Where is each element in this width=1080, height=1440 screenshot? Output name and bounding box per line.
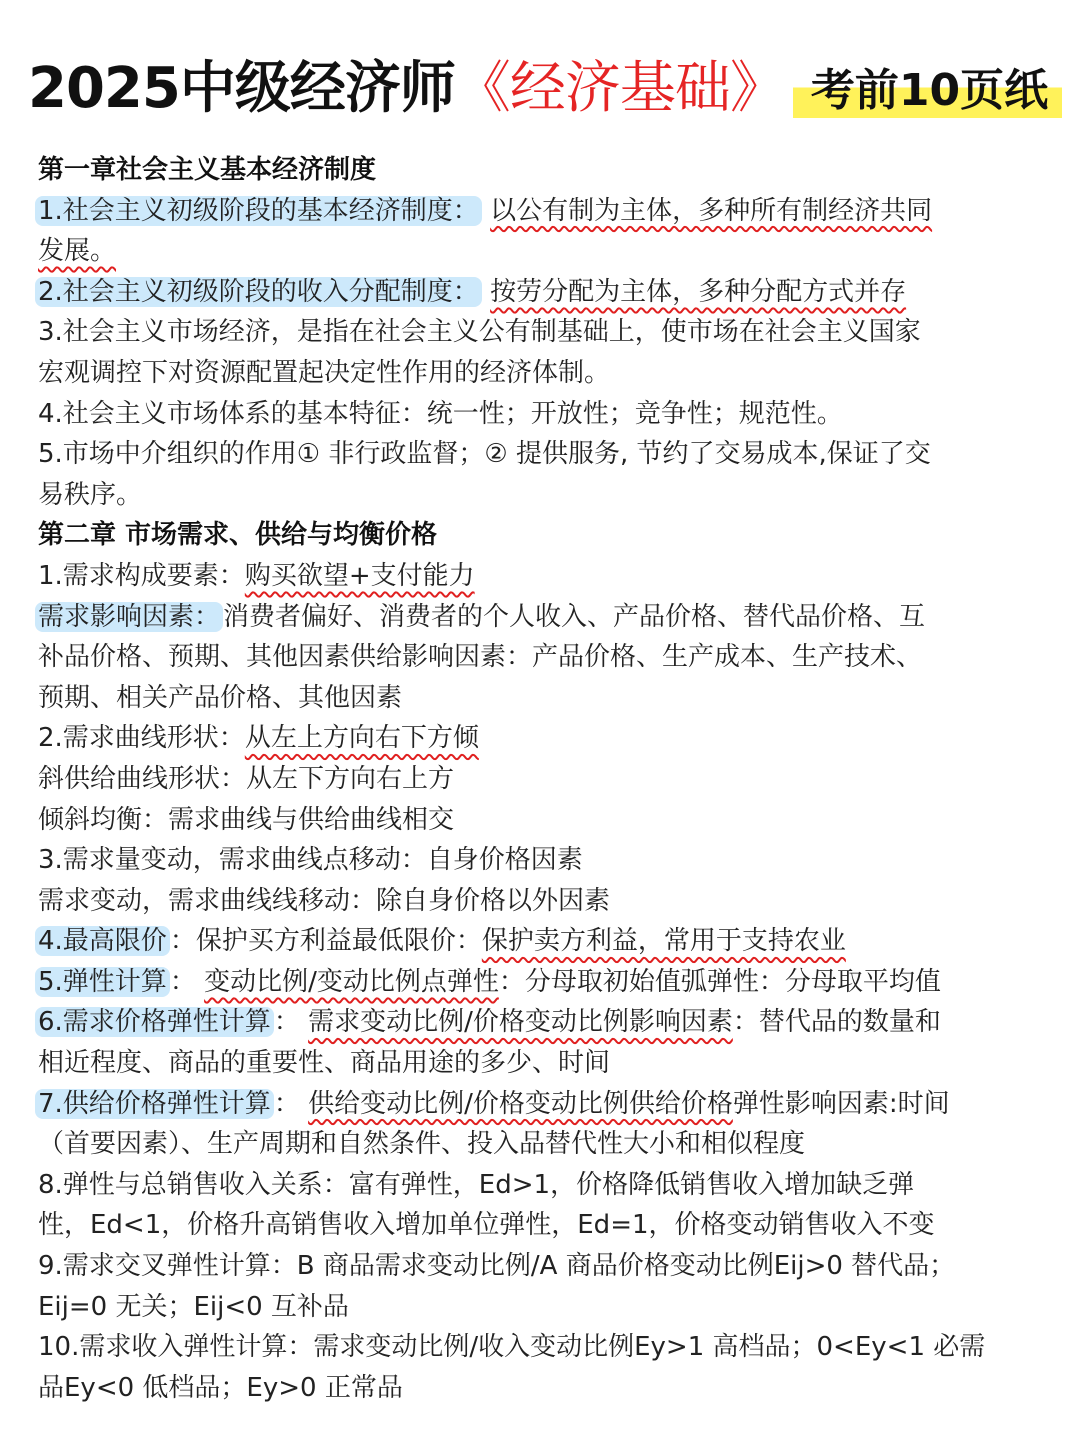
underlined-answer: 从左上方向右下方倾 xyxy=(244,723,479,754)
note-text: 倾斜均衡：需求曲线与供给曲线相交 xyxy=(38,804,455,835)
note-line xyxy=(38,759,1048,800)
note-text: 4.社会主义市场体系的基本特征：统一性；开放性；竞争性；规范性。 xyxy=(38,398,843,429)
title-tag: 考前10页纸 xyxy=(793,54,1062,118)
note-text: 弹性影响因素:时间 xyxy=(732,1088,950,1119)
title-book: 《经济基础》 xyxy=(454,56,785,121)
note-text: ：保护买方利益最低限价： xyxy=(169,926,482,957)
note-text: （首要因素）、生产周期和自然条件、投入品替代性大小和相似程度 xyxy=(38,1129,806,1160)
underlined-answer: 变动比例/变动比例点弹性 xyxy=(204,966,499,997)
note-text: ： xyxy=(273,1088,309,1119)
note-text: 1.需求构成要素： xyxy=(38,560,245,591)
note-text: ：分母取初始值弧弹性：分母取平均值 xyxy=(498,966,941,997)
note-line xyxy=(38,1287,1048,1328)
note-line xyxy=(38,272,1048,313)
note-text: ：替代品的数量和 xyxy=(732,1007,941,1038)
note-line xyxy=(38,678,1048,719)
note-text: 品Ey<0 低档品；Ey>0 正常品 xyxy=(38,1372,403,1403)
note-line xyxy=(38,475,1048,516)
note-line xyxy=(38,921,1048,962)
underlined-answer: 购买欲望+支付能力 xyxy=(244,560,475,591)
title-main: 2025中级经济师 xyxy=(28,56,455,121)
note-text: 5.市场中介组织的作用① 非行政监督；② 提供服务, 节约了交易成本,保证了交 xyxy=(38,439,931,470)
underlined-answer: 供给变动比例/价格变动比例供给价格 xyxy=(308,1088,733,1119)
note-line xyxy=(38,597,1048,638)
note-line xyxy=(38,1002,1048,1043)
note-text: ： xyxy=(169,966,205,997)
note-text: 需求变动，需求曲线线移动：除自身价格以外因素 xyxy=(38,885,611,916)
note-line xyxy=(38,1368,1048,1409)
highlighted-term: 4.最高限价 xyxy=(35,926,170,956)
note-line xyxy=(38,191,1048,232)
note-line xyxy=(38,556,1048,597)
note-text: 补品价格、预期、其他因素供给影响因素：产品价格、生产成本、生产技术、 xyxy=(38,642,923,673)
highlighted-term: 6.需求价格弹性计算 xyxy=(35,1007,274,1037)
note-line xyxy=(38,1084,1048,1125)
note-line xyxy=(38,1205,1048,1246)
page-title xyxy=(28,44,1062,124)
note-line xyxy=(38,718,1048,759)
note-text: 8.弹性与总销售收入关系：富有弹性，Ed>1，价格降低销售收入增加缺乏弹 xyxy=(38,1169,915,1200)
note-line xyxy=(38,800,1048,841)
note-text: 预期、相关产品价格、其他因素 xyxy=(38,682,403,713)
chapter-heading xyxy=(38,515,1048,556)
note-line xyxy=(38,637,1048,678)
note-text: 10.需求收入弹性计算：需求变动比例/收入变动比例Ey>1 高档品；0<Ey<1 必需 xyxy=(38,1332,986,1363)
note-text: 9.需求交叉弹性计算：B 商品需求变动比例/A 商品价格变动比例Eij>0 替代品； xyxy=(38,1251,956,1282)
note-text: 2.需求曲线形状： xyxy=(38,723,245,754)
chapter-heading xyxy=(38,150,1048,191)
note-line xyxy=(38,881,1048,922)
underlined-answer: 保护卖方利益，常用于支持农业 xyxy=(481,926,846,957)
notes-content xyxy=(38,150,1048,1408)
note-line xyxy=(38,1246,1048,1287)
highlighted-term: 需求影响因素： xyxy=(35,602,223,632)
note-text: 相近程度、商品的重要性、商品用途的多少、时间 xyxy=(38,1048,611,1079)
note-text: 性，Ed<1，价格升高销售收入增加单位弹性，Ed=1，价格变动销售收入不变 xyxy=(38,1210,935,1241)
note-text: ： xyxy=(273,1007,309,1038)
note-line xyxy=(38,434,1048,475)
highlighted-term: 1.社会主义初级阶段的基本经济制度： xyxy=(35,196,482,226)
note-line xyxy=(38,1165,1048,1206)
note-line xyxy=(38,962,1048,1003)
note-line xyxy=(38,312,1048,353)
note-text: 宏观调控下对资源配置起决定性作用的经济体制。 xyxy=(38,357,611,388)
note-text: Eij=0 无关；Eij<0 互补品 xyxy=(38,1291,349,1322)
note-text: 第二章 市场需求、供给与均衡价格 xyxy=(38,520,438,551)
note-line xyxy=(38,1043,1048,1084)
highlighted-term: 5.弹性计算 xyxy=(35,967,170,997)
note-text: 第一章社会主义基本经济制度 xyxy=(38,155,377,185)
highlighted-term: 2.社会主义初级阶段的收入分配制度： xyxy=(35,277,482,307)
highlighted-term: 7.供给价格弹性计算 xyxy=(35,1089,274,1119)
note-line xyxy=(38,840,1048,881)
underlined-answer: 需求变动比例/价格变动比例影响因素 xyxy=(308,1007,733,1038)
note-line xyxy=(38,1327,1048,1368)
note-line xyxy=(38,1124,1048,1165)
underlined-answer: 以公有制为主体，多种所有制经济共同 xyxy=(490,195,933,226)
underlined-answer: 发展。 xyxy=(38,236,117,267)
note-text xyxy=(482,196,490,226)
note-text: 3.社会主义市场经济，是指在社会主义公有制基础上，使市场在社会主义国家 xyxy=(38,317,921,348)
note-line xyxy=(38,231,1048,272)
note-text: 易秩序。 xyxy=(38,479,143,510)
note-line xyxy=(38,353,1048,394)
note-text: 斜供给曲线形状：从左下方向右上方 xyxy=(38,763,455,794)
note-text: 3.需求量变动，需求曲线点移动：自身价格因素 xyxy=(38,845,583,876)
note-line xyxy=(38,394,1048,435)
note-text: 消费者偏好、消费者的个人收入、产品价格、替代品价格、互 xyxy=(223,601,926,632)
underlined-answer: 按劳分配为主体，多种分配方式并存 xyxy=(490,276,907,307)
note-text xyxy=(482,277,490,307)
